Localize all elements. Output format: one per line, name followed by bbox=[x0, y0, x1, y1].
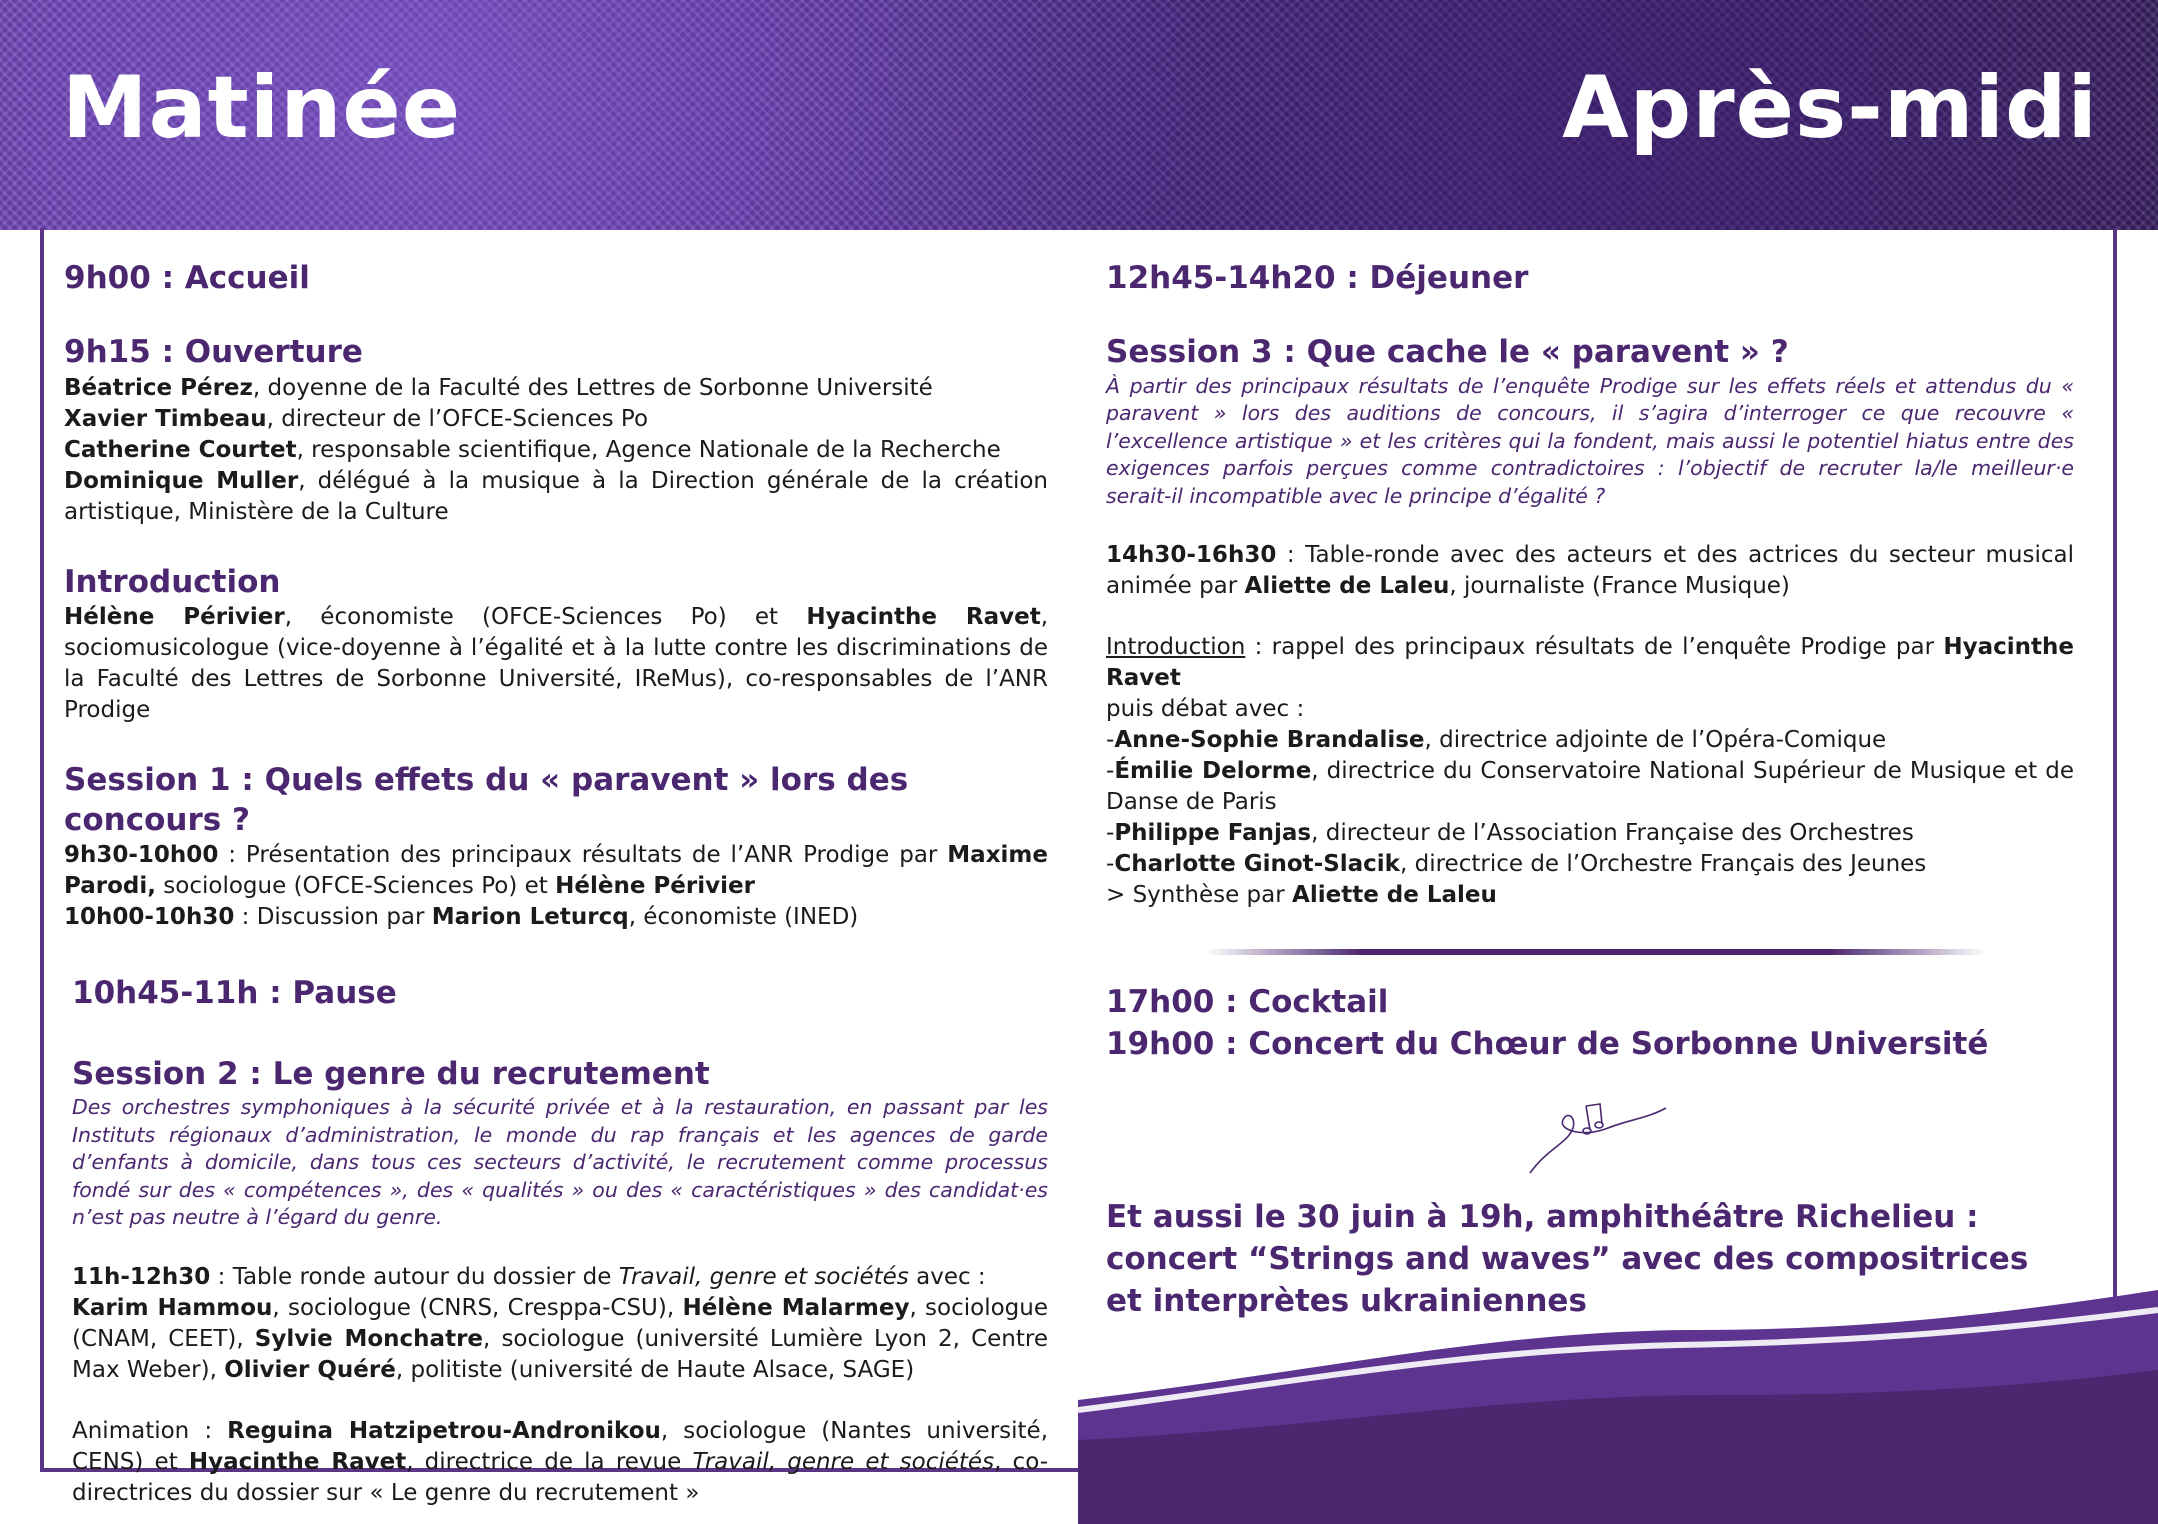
synthese-line: > Synthèse par Aliette de Laleu bbox=[1106, 882, 1497, 909]
person-name: Maxime Parodi, bbox=[64, 842, 1048, 900]
speaker-name: Béatrice Pérez bbox=[64, 374, 253, 401]
person-name: Hyacinthe Ravet bbox=[806, 603, 1041, 630]
header-banner bbox=[0, 0, 2158, 230]
journal-title: Travail, genre et sociétés bbox=[692, 1448, 995, 1475]
title-matinee: Matinée bbox=[62, 58, 462, 158]
music-note-icon bbox=[1528, 1098, 1668, 1178]
animation-text: Animation : Reguina Hatzipetrou-Andronikou, sociologue (Nantes université, CENS) et Hyacinthe Ravet, directrice de la revue Travail, genre et sociétés, co-directrices du dossier sur « Le genre du recrutement » bbox=[72, 1417, 1048, 1506]
session1-text: 9h30-10h00 : Présentation des principaux résultats de l’ANR Prodige par Maxime Parodi, sociologue (OFCE-Sciences Po) et Hélène Périvier 10h00-10h30 : Discussion par Marion Leturcq, économiste (INED) bbox=[64, 842, 1048, 931]
speaker-role: , doyenne de la Faculté des Lettres de Sorbonne Université bbox=[252, 374, 933, 401]
person-name: Sylvie Monchatre bbox=[254, 1325, 484, 1352]
afternoon-introduction: Introduction : rappel des principaux résultats de l’enquête Prodige par Hyacinthe Ravet puis débat avec : bbox=[1106, 634, 2074, 723]
ouverture-speakers bbox=[64, 373, 1048, 528]
speaker-role: , délégué à la musique à la Direction générale de la création artistique, Ministère de la Culture bbox=[64, 467, 1048, 525]
person-name: Anne-Sophie Brandalise bbox=[1114, 727, 1425, 754]
accueil-heading: 9h00 : Accueil bbox=[64, 260, 310, 296]
panelists-list bbox=[1106, 725, 2074, 911]
person-name: Aliette de Laleu bbox=[1292, 882, 1497, 909]
panelist-item: -Émilie Delorme, directrice du Conservatoire National Supérieur de Musique et de Danse de Paris bbox=[1106, 758, 2075, 816]
person-name: Marion Leturcq bbox=[431, 904, 629, 931]
panelist-item: -Anne-Sophie Brandalise, directrice adjointe de l’Opéra-Comique bbox=[1106, 727, 1887, 754]
person-name: Olivier Quéré bbox=[224, 1356, 396, 1383]
person-name: Émilie Delorme bbox=[1114, 758, 1312, 785]
person-name: Hyacinthe Ravet bbox=[1106, 634, 2074, 692]
decorative-wave bbox=[1078, 1290, 2158, 1524]
cocktail-heading: 17h00 : Cocktail bbox=[1106, 984, 1389, 1020]
journal-title: Travail, genre et sociétés bbox=[618, 1263, 909, 1290]
panelist-item: -Philippe Fanjas, directeur de l’Association Française des Orchestres bbox=[1106, 820, 1914, 847]
speaker-name: Xavier Timbeau bbox=[64, 405, 267, 432]
person-name: Hélène Malarmey bbox=[682, 1294, 910, 1321]
time-slot: 11h-12h30 bbox=[72, 1263, 211, 1290]
person-name: Philippe Fanjas bbox=[1114, 820, 1312, 847]
person-name: Hélène Périvier bbox=[64, 603, 285, 630]
section-divider bbox=[1206, 949, 1986, 955]
time-slot: 14h30-16h30 bbox=[1106, 542, 1277, 569]
speaker-line bbox=[64, 373, 1048, 404]
speaker-line bbox=[64, 404, 1048, 435]
session2-description: Des orchestres symphoniques à la sécurité privée et à la restauration, en passant par les Instituts régionaux d’administration, le monde du rap français et les agences de garde d’enfants à domicile, dans tous ces secteurs d’activité, le recrutement comme processus fondé sur des « compétences », des « qualités » ou des « caractéristiques » des candidat·es n’est pas neutre à l’égard du genre. bbox=[72, 1095, 1048, 1230]
afternoon-column bbox=[1106, 258, 2074, 911]
person-name: Reguina Hatzipetrou-Andronikou bbox=[227, 1417, 661, 1444]
introduction-text: Hélène Périvier, économiste (OFCE-Sciences Po) et Hyacinthe Ravet, sociomusicologue (vice-doyenne à l’égalité et à la lutte contre les discriminations de la Faculté des Lettres de Sorbonne Université, IReMus), co-responsables de l’ANR Prodige bbox=[64, 603, 1049, 723]
ouverture-heading: 9h15 : Ouverture bbox=[64, 334, 363, 371]
speaker-name: Dominique Muller bbox=[64, 467, 299, 494]
person-name: Charlotte Ginot-Slacik bbox=[1114, 851, 1400, 878]
session3-heading: Session 3 : Que cache le « paravent » ? bbox=[1106, 334, 1789, 371]
speaker-role: , directeur de l’OFCE-Sciences Po bbox=[266, 405, 649, 432]
introduction-label: Introduction bbox=[1106, 634, 1246, 661]
concert-heading: 19h00 : Concert du Chœur de Sorbonne Université bbox=[1106, 1026, 1989, 1063]
speaker-line bbox=[64, 466, 1048, 528]
time-slot: 9h30-10h00 bbox=[64, 842, 219, 869]
session2-heading: Session 2 : Le genre du recrutement bbox=[72, 1055, 710, 1092]
et-aussi-note: Et aussi le 30 juin à 19h, amphithéâtre Richelieu : concert “Strings and waves” avec des compositrices et interprètes ukrainiennes bbox=[1106, 1199, 2029, 1319]
title-apres-midi: Après-midi bbox=[1562, 58, 2098, 158]
session1-heading: Session 1 : Quels effets du « paravent » lors des concours ? bbox=[64, 761, 909, 839]
person-name: Karim Hammou bbox=[72, 1294, 273, 1321]
table-ronde-text: 11h-12h30 : Table ronde autour du dossier de Travail, genre et sociétés avec : Karim Hammou, sociologue (CNRS, Cresppa-CSU), Hélène Malarmey, sociologue (CNAM, CEET), Sylvie Monchatre, sociologue (université Lumière Lyon 2, Centre Max Weber), Olivier Quéré, politiste (université de Haute Alsace, SAGE) bbox=[72, 1263, 1048, 1383]
table-ronde-afternoon: 14h30-16h30 : Table-ronde avec des acteurs et des actrices du secteur musical animée par Aliette de Laleu, journaliste (France Musique) bbox=[1106, 542, 2074, 600]
morning-column bbox=[64, 258, 1048, 1509]
speaker-name: Catherine Courtet bbox=[64, 436, 297, 463]
person-name: Hyacinthe Ravet bbox=[188, 1448, 407, 1475]
evening-block bbox=[1106, 982, 2074, 1065]
time-slot: 10h00-10h30 bbox=[64, 904, 235, 931]
introduction-heading: Introduction bbox=[64, 563, 281, 600]
pause-heading: 10h45-11h : Pause bbox=[72, 975, 397, 1012]
dejeuner-heading: 12h45-14h20 : Déjeuner bbox=[1106, 260, 1529, 296]
panelist-item: -Charlotte Ginot-Slacik, directrice de l’Orchestre Français des Jeunes bbox=[1106, 851, 1927, 878]
person-name: Aliette de Laleu bbox=[1244, 573, 1450, 600]
speaker-role: , responsable scientifique, Agence Nationale de la Recherche bbox=[296, 436, 1001, 463]
person-name: Hélène Périvier bbox=[555, 873, 755, 900]
session3-description: À partir des principaux résultats de l’enquête Prodige sur les effets réels et attendus du « paravent » lors des auditions de concours, il s’agira d’interroger ce que recouvre « l’excellence artistique » et les critères qui la fondent, mais aussi le potentiel hiatus entre des exigences parfois perçues comme contradictoires : l’objectif de recruter la/le meilleur·e serait-il incompatible avec le principe d’égalité ? bbox=[1106, 373, 2074, 508]
speaker-line bbox=[64, 435, 1048, 466]
